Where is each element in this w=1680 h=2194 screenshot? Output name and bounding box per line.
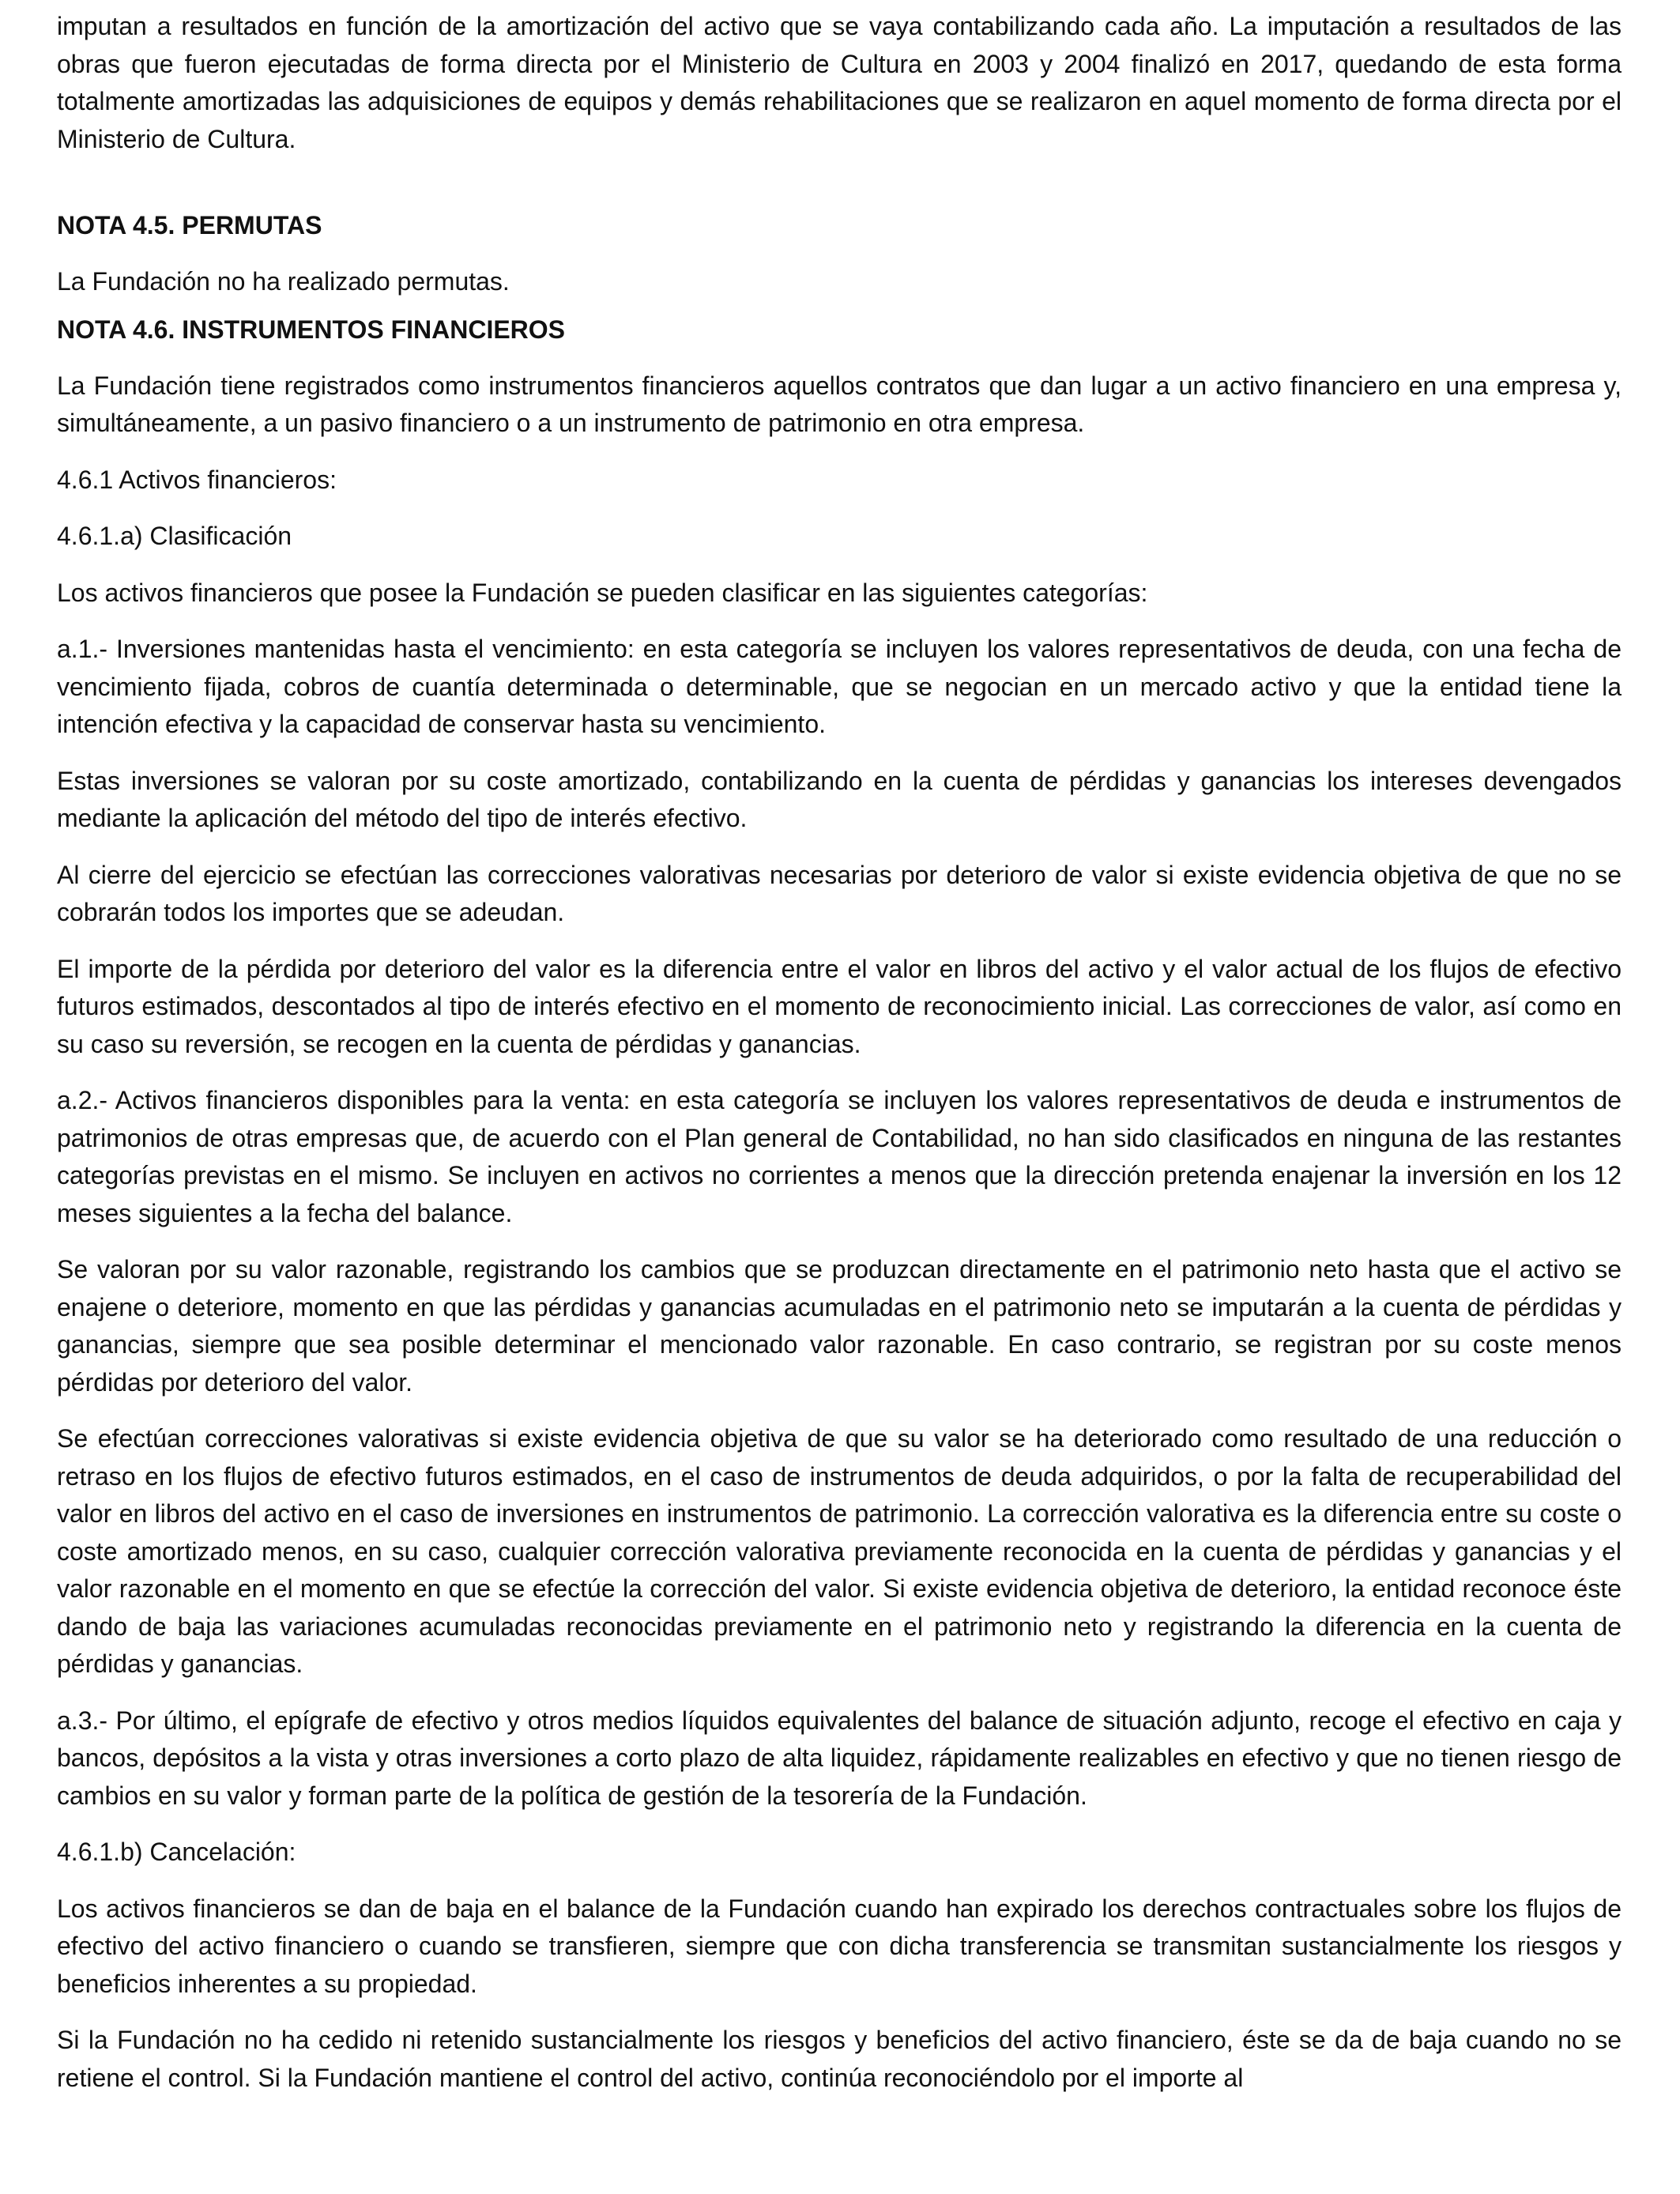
paragraph-correcciones: Se efectúan correcciones valorativas si existe evidencia objetiva de que su valor se ha deteriorado como resultado de una reducción o retraso en los flujos de efectivo futuros estimados, en el caso de instrumentos de deuda adquiridos, o por la falta de recuperabilidad del valor en libros del activo en el caso de inversiones en instrumentos de patrimonio. La corrección valorativa es la diferencia entre su coste o coste amortizado menos, en su caso, cualquier corrección valorativa previamente reconocida en la cuenta de pérdidas y ganancias y el valor razonable en el momento en que se efectúe la corrección del valor. Si existe evidencia objetiva de deterioro, la entidad reconoce éste dando de baja las variaciones acumuladas reconocidas previamente en el patrimonio neto y registrando la diferencia en la cuenta de pérdidas y ganancias. xyxy=(57,1424,1622,1678)
heading-nota-4-6: NOTA 4.6. INSTRUMENTOS FINANCIEROS xyxy=(57,315,566,344)
document-page xyxy=(57,8,1622,2116)
paragraph-instrumentos: La Fundación tiene registrados como instrumentos financieros aquellos contratos que dan lugar a un activo financiero en una empresa y, simultáneamente, a un pasivo financiero o a un instrumento de patrimonio en otra empresa. xyxy=(57,371,1622,437)
paragraph-control: Si la Fundación no ha cedido ni retenido sustancialmente los riesgos y beneficios del activo financiero, éste se da de baja cuando no se retiene el control. Si la Fundación mantiene el control del activo, continúa reconociéndolo por el importe al xyxy=(57,2026,1622,2092)
subheading-4-6-1: 4.6.1 Activos financieros: xyxy=(57,465,337,494)
paragraph-baja-balance: Los activos financieros se dan de baja en el balance de la Fundación cuando han expirado los derechos contractuales sobre los flujos de efectivo del activo financiero o cuando se transfieren, siempre que con dicha transferencia se transmitan sustancialmente los riesgos y beneficios inherentes a su propiedad. xyxy=(57,1894,1622,1998)
paragraph-a2: a.2.- Activos financieros disponibles para la venta: en esta categoría se incluyen los valores representativos de deuda e instrumentos de patrimonios de otras empresas que, de acuerdo con el Plan general de Contabilidad, no han sido clasificados en ninguna de las restantes categorías previstas en el mismo. Se incluyen en activos no corrientes a menos que la dirección pretenda enajenar la inversión en los 12 meses siguientes a la fecha del balance. xyxy=(57,1086,1622,1227)
paragraph-categorias: Los activos financieros que posee la Fundación se pueden clasificar en las siguientes categorías: xyxy=(57,578,1148,607)
paragraph-a3: a.3.- Por último, el epígrafe de efectivo y otros medios líquidos equivalentes del balance de situación adjunto, recoge el efectivo en caja y bancos, depósitos a la vista y otras inversiones a corto plazo de alta liquidez, rápidamente realizables en efectivo y que no tienen riesgo de cambios en su valor y forman parte de la política de gestión de la tesorería de la Fundación. xyxy=(57,1706,1622,1810)
paragraph-cierre-ejercicio: Al cierre del ejercicio se efectúan las correcciones valorativas necesarias por deterioro de valor si existe evidencia objetiva de que no se cobrarán todos los importes que se adeudan. xyxy=(57,860,1622,926)
paragraph-valor-razonable: Se valoran por su valor razonable, registrando los cambios que se produzcan directamente en el patrimonio neto hasta que el activo se enajene o deteriore, momento en que las pérdidas y ganancias acumuladas en el patrimonio neto se imputarán a la cuenta de pérdidas y ganancias, siempre que sea posible determinar el mencionado valor razonable. En caso contrario, se registran por su coste menos pérdidas por deterioro del valor. xyxy=(57,1255,1622,1397)
paragraph-permutas: La Fundación no ha realizado permutas. xyxy=(57,266,510,296)
paragraph-perdida-deterioro: El importe de la pérdida por deterioro del valor es la diferencia entre el valor en libros del activo y el valor actual de los flujos de efectivo futuros estimados, descontados al tipo de interés efectivo en el momento de reconocimiento inicial. Las correcciones de valor, así como en su caso su reversión, se recogen en la cuenta de pérdidas y ganancias. xyxy=(57,954,1622,1058)
heading-nota-4-5: NOTA 4.5. PERMUTAS xyxy=(57,211,322,239)
paragraph-coste-amortizado: Estas inversiones se valoran por su coste amortizado, contabilizando en la cuenta de pérdidas y ganancias los intereses devengados mediante la aplicación del método del tipo de interés efectivo. xyxy=(57,766,1622,832)
subheading-4-6-1-b: 4.6.1.b) Cancelación: xyxy=(57,1838,296,1866)
paragraph-a1: a.1.- Inversiones mantenidas hasta el vencimiento: en esta categoría se incluyen los valores representativos de deuda, con una fecha de vencimiento fijada, cobros de cuantía determinada o determinable, que se negocian en un mercado activo y que la entidad tiene la intención efectiva y la capacidad de conservar hasta su vencimiento. xyxy=(57,635,1622,738)
subheading-4-6-1-a: 4.6.1.a) Clasificación xyxy=(57,522,292,550)
paragraph-amortizacion: imputan a resultados en función de la amortización del activo que se vaya contabilizando cada año. La imputación a resultados de las obras que fueron ejecutadas de forma directa por el Ministerio de Cultura en 2003 y 2004 finalizó en 2017, quedando de esta forma totalmente amortizadas las adquisiciones de equipos y demás rehabilitaciones que se realizaron en aquel momento de forma directa por el Ministerio de Cultura. xyxy=(57,12,1622,153)
